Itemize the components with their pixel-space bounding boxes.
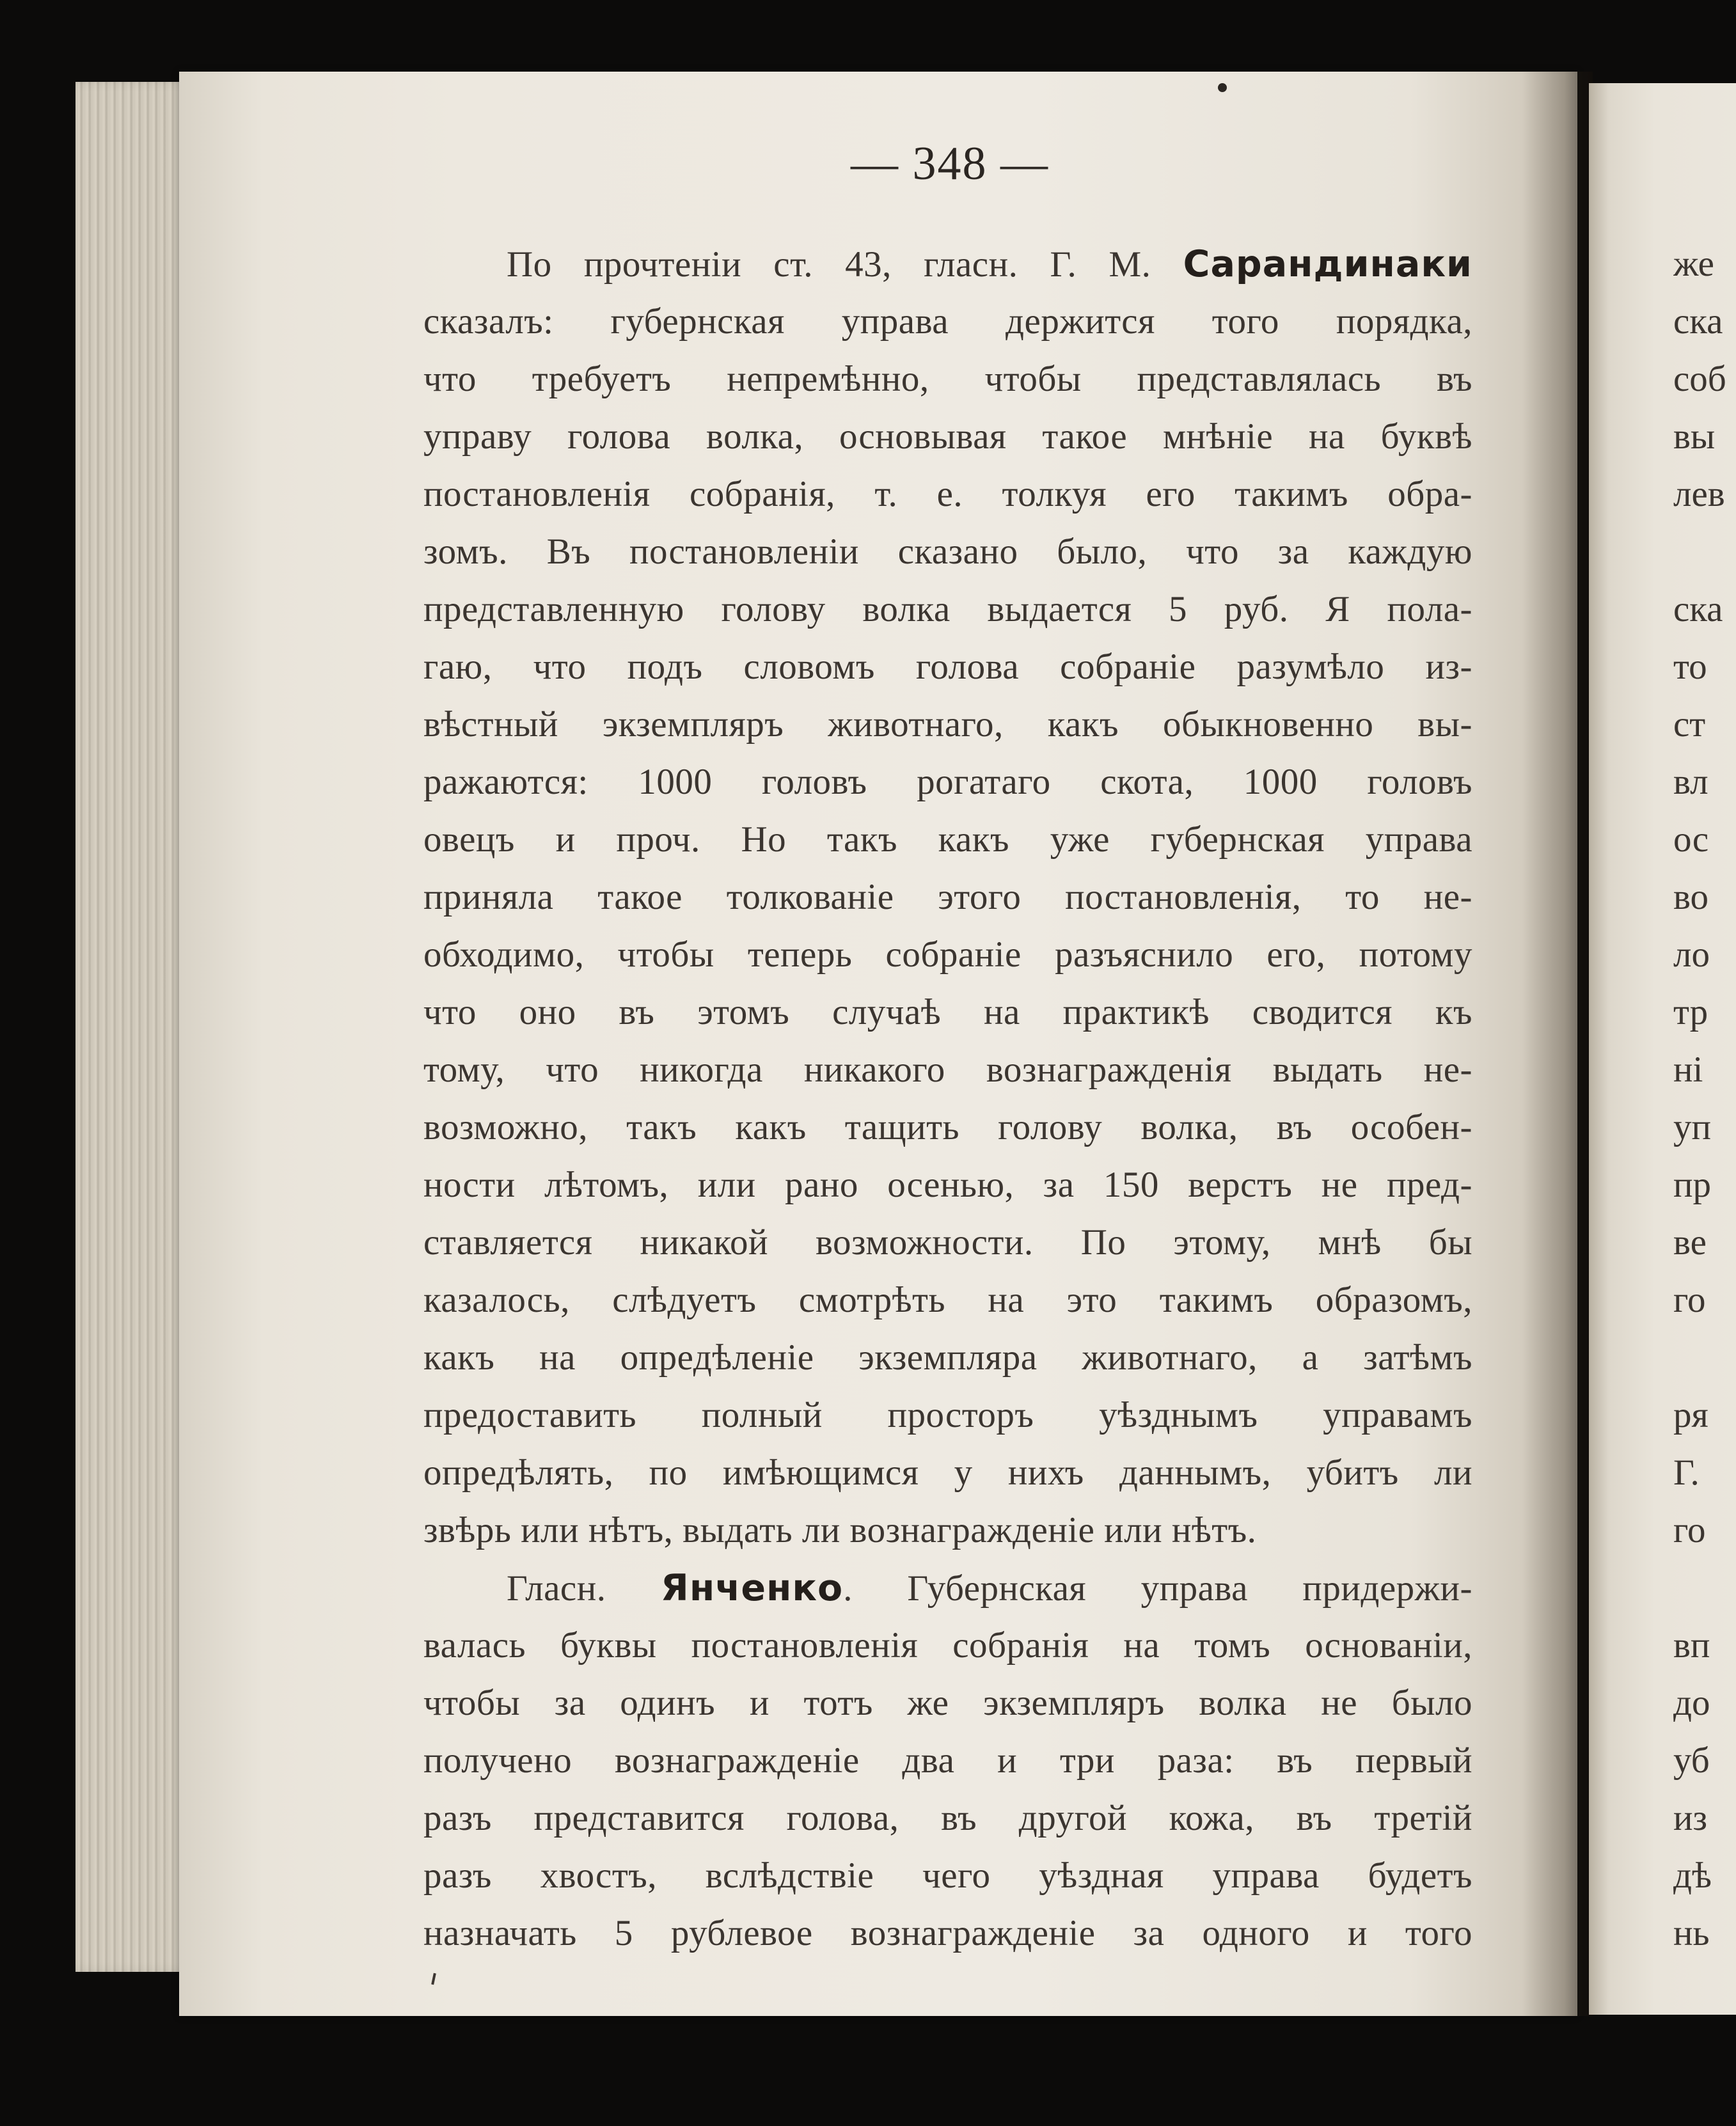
right-line-fragment	[1673, 523, 1736, 581]
right-line-fragment: Г.	[1673, 1453, 1700, 1493]
text-line: возможно, такъ какъ тащить голову волка, въ особен-	[423, 1107, 1472, 1147]
right-line-fragment: до	[1673, 1683, 1710, 1723]
text-line: тому, что никогда никакого вознагражденія выдать не-	[423, 1050, 1472, 1090]
right-line-fragment: вп	[1673, 1625, 1710, 1665]
right-line-fragment: уп	[1673, 1107, 1712, 1147]
right-line-fragment	[1673, 1559, 1736, 1617]
right-page-text	[1673, 235, 1736, 1962]
right-line-fragment: во	[1673, 877, 1709, 917]
right-line-fragment: ні	[1673, 1050, 1703, 1090]
text-line: овецъ и проч. Но такъ какъ уже губернская управа	[423, 819, 1472, 860]
text-line: управу голова волка, основывая такое мнѣніе на буквѣ	[423, 416, 1472, 457]
spine-shadow	[1522, 72, 1593, 2016]
left-page-text	[423, 235, 1472, 1962]
text-line: получено вознагражденіе два и три раза: въ первый	[423, 1740, 1472, 1781]
page-number: — 348 —	[851, 138, 1049, 190]
right-line-fragment: соб	[1673, 359, 1726, 399]
text-line: постановленія собранія, т. е. толкуя его такимъ обра-	[423, 474, 1472, 514]
text-line: представленную голову волка выдается 5 руб. Я пола-	[423, 589, 1472, 629]
right-line-fragment: ска	[1673, 301, 1723, 342]
text-line: назначать 5 рублевое вознагражденіе за одного и того	[423, 1913, 1472, 1953]
right-line-fragment: пр	[1673, 1165, 1712, 1205]
right-line-fragment: ря	[1673, 1395, 1708, 1435]
text-line: что требуетъ непремѣнно, чтобы представлялась въ	[423, 359, 1472, 399]
text-line: разъ хвостъ, вслѣдствіе чего уѣздная управа будетъ	[423, 1855, 1472, 1896]
right-line-fragment: же	[1673, 244, 1714, 284]
text-line: чтобы за одинъ и тотъ же экземпляръ волка не было	[423, 1683, 1472, 1723]
text-line: предоставить полный просторъ уѣзднымъ управамъ	[423, 1395, 1472, 1435]
right-line-fragment: ве	[1673, 1222, 1707, 1263]
right-line-fragment: из	[1673, 1798, 1708, 1838]
right-line-fragment: дѣ	[1673, 1855, 1712, 1896]
text-line: валась буквы постановленія собранія на томъ основаніи,	[423, 1625, 1472, 1665]
right-line-fragment: ло	[1673, 934, 1710, 975]
text-line: разъ представится голова, въ другой кожа, въ третій	[423, 1798, 1472, 1838]
text-line: ражаются: 1000 головъ рогатаго скота, 1000 головъ	[423, 762, 1472, 802]
text-line: приняла такое толкованіе этого постановленія, то не-	[423, 877, 1472, 917]
text-line: опредѣлять, по имѣющимся у нихъ даннымъ, убитъ ли	[423, 1453, 1472, 1493]
text-line: ности лѣтомъ, или рано осенью, за 150 верстъ не пред-	[423, 1165, 1472, 1205]
right-line-fragment: то	[1673, 647, 1707, 687]
text-line: какъ на опредѣленіе экземпляра животнаго, а затѣмъ	[423, 1337, 1472, 1378]
right-line-fragment: нь	[1673, 1913, 1710, 1953]
ink-dot	[1218, 83, 1227, 92]
text-line: что оно въ этомъ случаѣ на практикѣ сводится къ	[423, 992, 1472, 1032]
speaker-name: Янченко	[660, 1567, 844, 1609]
speaker-name: Сарандинаки	[1183, 243, 1472, 285]
right-line-fragment: лев	[1673, 474, 1725, 514]
right-line-fragment: ос	[1673, 819, 1709, 860]
text-line: Гласн. Янченко. Губернская управа придержи-	[507, 1567, 1472, 1609]
text-line: сказалъ: губернская управа держится того порядка,	[423, 301, 1472, 342]
right-line-fragment: вы	[1673, 416, 1716, 457]
right-line-fragment: ст	[1673, 704, 1706, 744]
text-line: зомъ. Въ постановленіи сказано было, что за каждую	[423, 532, 1472, 572]
text-line: По прочтеніи ст. 43, гласн. Г. М. Сарандинаки	[507, 243, 1472, 285]
right-line-fragment: го	[1673, 1280, 1706, 1320]
right-line-fragment: ска	[1673, 589, 1723, 629]
text-line: вѣстный экземпляръ животнаго, какъ обыкновенно вы-	[423, 704, 1472, 744]
right-line-fragment: уб	[1673, 1740, 1710, 1781]
text-line: ставляется никакой возможности. По этому, мнѣ бы	[423, 1222, 1472, 1263]
text-line: обходимо, чтобы теперь собраніе разъяснило его, потому	[423, 934, 1472, 975]
text-line: гаю, что подъ словомъ голова собраніе разумѣло из-	[423, 647, 1472, 687]
right-line-fragment: тр	[1673, 992, 1708, 1032]
right-line-fragment: го	[1673, 1510, 1706, 1550]
text-line: звѣрь или нѣтъ, выдать ли вознагражденіе или нѣтъ.	[423, 1510, 1257, 1550]
right-line-fragment: вл	[1673, 762, 1708, 802]
right-line-fragment	[1673, 1329, 1736, 1387]
text-line: казалось, слѣдуетъ смотрѣть на это такимъ образомъ,	[423, 1280, 1472, 1320]
